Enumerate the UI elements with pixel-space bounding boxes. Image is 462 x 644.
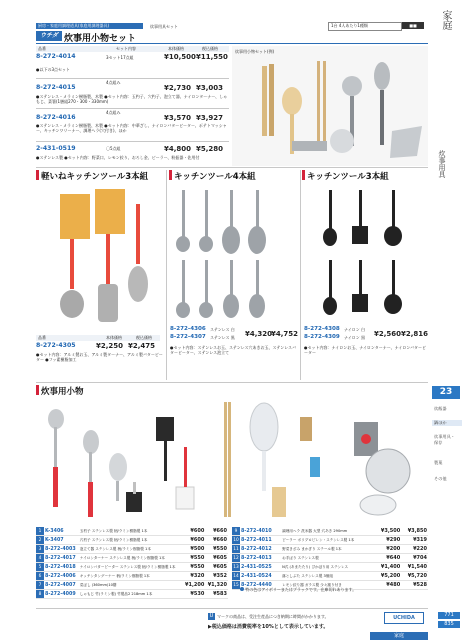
row-price: ¥640: [374, 554, 401, 563]
table-row: [36, 527, 228, 536]
row-price: ¥200: [374, 545, 401, 554]
table-row: [232, 572, 428, 581]
row-number: 7: [36, 581, 44, 590]
row-price: ¥550: [183, 563, 206, 572]
row-number: 1: [36, 527, 44, 536]
row-code: 8-272-4013: [240, 554, 281, 563]
row-tax: ¥1,540: [401, 563, 428, 572]
small-items-right-table: [232, 527, 428, 590]
row-tax: ¥550: [205, 545, 228, 554]
row-price: ¥1,400: [374, 563, 401, 572]
category-path: 厨房・家庭用調理道具(家庭用調理器具): [38, 23, 110, 28]
footer-mark-icon: U: [209, 613, 214, 619]
row-tax: ¥605: [205, 563, 228, 572]
row-tax: ¥352: [205, 572, 228, 581]
row-number: 11: [233, 546, 239, 552]
row-price: ¥1,200: [183, 581, 206, 590]
uchida-logo: UCHIDA: [384, 612, 424, 624]
page-number-a: 771: [438, 612, 460, 619]
row-tax: ¥528: [401, 581, 428, 590]
row-tax: ¥1,320: [205, 581, 228, 590]
row-number: 9: [232, 527, 240, 536]
row-number: 2: [36, 536, 44, 545]
row-number: 15: [233, 582, 239, 588]
sidebar-item-confectionery[interactable]: 製菓: [434, 460, 443, 465]
table-row: [36, 545, 228, 554]
row-number: 10: [233, 537, 239, 543]
top-right-icons: ■■: [402, 22, 424, 29]
row-tax: ¥5,720: [401, 572, 428, 581]
row-number: 8: [36, 590, 44, 599]
page-badge: 23: [432, 386, 460, 399]
small-items-title: 炊事用小物: [41, 387, 84, 397]
tool4-title: キッチンツール4本組: [174, 172, 256, 182]
tool4-photo: [170, 182, 298, 322]
row-tax: ¥3,850: [401, 527, 428, 536]
light-code: 8-272-4305: [36, 342, 76, 349]
row-number: 14: [233, 573, 239, 579]
row-desc: ピーラー ポリプロピレン・ステンレス製 1本: [281, 536, 374, 545]
light-price: ¥2,250: [96, 342, 124, 350]
row-code: 2-431-0525: [240, 563, 281, 572]
table-row: [36, 554, 228, 563]
tool4-note: ●セット内容：ステンレスお玉、ステンレス穴あきお玉、ステンレスバターピーター、ステンレス泡立て: [170, 345, 296, 355]
row-price: ¥3,500: [374, 527, 401, 536]
row-desc: 調理用ヘラ 洗米器 大型 穴あき 290mm: [281, 527, 374, 536]
table-row: [232, 554, 428, 563]
small-items-photo: [36, 397, 428, 525]
row-tax: ¥605: [205, 554, 228, 563]
row-code: 8-272-4009: [44, 590, 79, 599]
footer-line1: マークの商品は、受注生産品につき納期に時間がかかります。: [217, 614, 329, 619]
sub-category: 炊事用具: [438, 150, 446, 178]
light-tax: ¥2,475: [128, 342, 156, 350]
row-code: 8-272-4007: [44, 581, 79, 590]
table-row: [232, 536, 428, 545]
row-code: 8-272-4003: [44, 545, 79, 554]
table-row: [232, 545, 428, 554]
set-photo: 炊事用小物セット(例): [232, 46, 428, 166]
row-number: 5: [36, 563, 44, 572]
row-code: K-3406: [44, 527, 79, 536]
footer-line2: ▶税込価格は消費税率を10%として表示しています。: [208, 624, 329, 630]
row-desc: N式 (あまたたり) ぴかぼり用 ステンレス: [281, 563, 374, 572]
light-note: ●セット内容：アルミ製お玉、アルミ製ターナー、アルミ製バターピーター ●フッ素樹脂加工: [36, 352, 163, 362]
row-number: 13: [233, 564, 239, 570]
set-col-headers: 品番 セット内容 本体価格 税込価格: [36, 46, 229, 52]
tool3-title: キッチンツール3本組: [307, 172, 389, 182]
row-code: 8-272-4011: [240, 536, 281, 545]
page-number-b: 835: [438, 621, 460, 628]
row-price: ¥480: [374, 581, 401, 590]
row-price: ¥550: [183, 554, 206, 563]
footer-category-bar: 家庭: [370, 632, 428, 640]
row-tax: ¥319: [401, 536, 428, 545]
table-row: [232, 563, 428, 572]
row-price: ¥600: [183, 536, 206, 545]
row-desc: 落としぶた ステンレス製 3個組: [281, 572, 374, 581]
row-tax: ¥660: [205, 527, 228, 536]
sidebar-item-rice-cooker[interactable]: 炊飯器: [434, 406, 447, 411]
row-price: ¥500: [183, 545, 206, 554]
footnote-mark-icon: [240, 587, 244, 591]
row-code: 8-272-4017: [44, 554, 79, 563]
row-price: ¥320: [183, 572, 206, 581]
row-desc: ナイロンターナー ステンレス製 柄/ラミン樹脂製 1本: [79, 554, 183, 563]
row-tax: ¥704: [401, 554, 428, 563]
row-desc: 穴杓子 ステンレス製 柄/ラミン樹脂製 1本: [79, 536, 183, 545]
light-tools-title: 軽いねキッチンツール3本組: [41, 172, 149, 182]
row-code: 8-272-4018: [44, 563, 79, 572]
category-path-bar: [36, 23, 143, 29]
row-desc: 泡立て器 ステンレス製 柄/ラミン樹脂製 1本: [79, 545, 183, 554]
row-price: ¥530: [183, 590, 206, 599]
tool3-note: ●セット内容：ナイロンお玉、ナイロンターナー、ナイロンバターピーター: [304, 345, 427, 355]
row-price: ¥5,200: [374, 572, 401, 581]
row-desc: レモン絞り器 ガラス製 少々割り付き: [281, 581, 374, 590]
row-tax: ¥220: [401, 545, 428, 554]
row-desc: 野菜きざみ まかぎり ステール製 1本: [281, 545, 374, 554]
brand-logo: ウチダ: [36, 31, 62, 41]
row-desc: しゃもじ 竹(ラミン製) 竹製品2 218mm 1本: [79, 590, 183, 599]
row-tax: ¥583: [205, 590, 228, 599]
row-number: 12: [233, 555, 239, 561]
unit-label-box: [328, 22, 402, 31]
page-title: 炊事用小物セット: [64, 34, 137, 44]
section-label: 炊事用具セット: [150, 24, 178, 29]
row-code: 8-272-4012: [240, 545, 281, 554]
row-number: 4: [36, 554, 44, 563]
table-row: [36, 590, 228, 599]
light-col-headers: 品番 本体価格 税込価格: [36, 335, 160, 341]
row-desc: 菜ばし (360mm)10膳: [79, 581, 183, 590]
small-items-left-table: [36, 527, 228, 599]
sidebar-item-kitchen-tools[interactable]: 炊事用具・保存: [434, 434, 455, 445]
unit-label: 1台 4人あたり1種類: [331, 23, 368, 28]
row-desc: キッチンタングーナー 柄/ラミン樹脂製 1本: [79, 572, 183, 581]
row-code: 8-272-4010: [240, 527, 281, 536]
row-price: ¥600: [183, 527, 206, 536]
table-row: [36, 536, 228, 545]
row-desc: お手ばり ステンレス製: [281, 554, 374, 563]
table-row: [36, 581, 228, 590]
small-items-footnote: 特の色はアイボリーまたはブラックです。在庫切れあります。: [240, 587, 356, 592]
sidebar: [432, 0, 462, 644]
row-code: 8-272-4006: [44, 572, 79, 581]
row-code: 8-272-4440: [240, 581, 281, 590]
row-code: K-3407: [44, 536, 79, 545]
row-tax: ¥660: [205, 536, 228, 545]
row-desc: ナイロンバターピーター ステンレス製 柄/ラミン樹脂製 1本: [79, 563, 183, 572]
table-row: [232, 527, 428, 536]
row-number: 3: [36, 545, 44, 554]
table-row: [36, 563, 228, 572]
row-price: ¥290: [374, 536, 401, 545]
sidebar-item-pots[interactable]: 鍋ほか: [432, 420, 462, 426]
row-desc: 玉杓子 ステンレス製 柄/ラミン樹脂製 1本: [79, 527, 183, 536]
light-tools-photo: [40, 184, 160, 334]
tool3-photo: [304, 182, 428, 322]
row-number: 6: [36, 572, 44, 581]
main-category: 家庭: [440, 10, 451, 30]
table-row: [36, 572, 228, 581]
sidebar-item-other[interactable]: その他: [434, 476, 447, 481]
row-code: 2-431-0524: [240, 572, 281, 581]
